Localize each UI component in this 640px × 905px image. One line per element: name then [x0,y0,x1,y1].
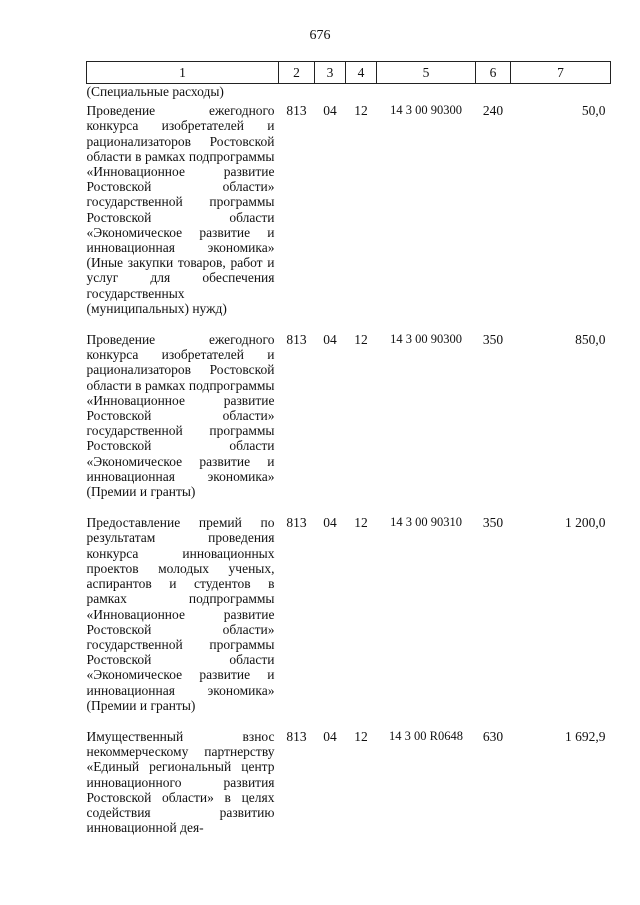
row-target-code: 14 3 00 90300 [390,332,462,347]
row-subsection-code: 12 [354,332,368,348]
row-description: Проведение ежегодного конкурса изобретателей и рационализаторов Ростовской области в рамках подпрограммы «Инновационное развитие Ростовской области» государственной программы Ростовской области «Экономическое развитие и инновационная экономика» (Премии и гранты) [86,332,275,500]
column-header-7: 7 [511,62,611,84]
column-header-4: 4 [346,62,377,84]
row-target-code: 14 3 00 90310 [390,515,462,530]
row-expense-type: 350 [482,332,504,348]
column-header-3: 3 [315,62,346,84]
row-amount: 1 692,9 [565,728,606,744]
row-amount: 1 200,0 [565,515,606,531]
row-ministry-code: 813 [286,332,307,348]
row-subsection-code: 12 [354,728,368,744]
row-section-code: 04 [323,103,337,119]
budget-table [86,61,611,851]
row-expense-type: 240 [482,103,504,119]
column-header-6: 6 [476,62,511,84]
column-header-1: 1 [87,62,279,84]
row-amount: 50,0 [581,103,606,119]
row-target-code: 14 3 00 R0648 [389,728,463,743]
row-expense-type: 630 [482,728,504,744]
row-description: Имущественный взнос некоммерческому партнерству «Единый региональный центр инновационного развития Ростовской области» в целях содействия развитию инновационной дея- [86,728,275,836]
column-header-2: 2 [279,62,315,84]
row-amount: 850,0 [575,332,606,348]
row-description: Предоставление премий по результатам проведения конкурса инновационных проектов молодых ученых, аспирантов и студентов в рамках подпрограммы «Инновационное развитие Ростовской области» государственной программы Ростовской области «Экономическое развитие и инновационная экономика» (Премии и гранты) [86,515,275,713]
table-row [87,515,611,729]
table-row [87,332,611,515]
row-ministry-code: 813 [286,515,307,531]
row-ministry-code: 813 [286,728,307,744]
page-number: 676 [309,28,331,43]
column-header-5: 5 [377,62,476,84]
row-section-code: 04 [323,332,337,348]
table-row [87,729,611,851]
row-expense-type: 350 [482,515,504,531]
continuation-text: (Специальные расходы) [86,84,224,99]
row-section-code: 04 [323,515,337,531]
continuation-row [87,84,611,104]
row-section-code: 04 [323,728,337,744]
row-target-code: 14 3 00 90300 [390,103,462,118]
row-description: Проведение ежегодного конкурса изобретателей и рационализаторов Ростовской области в рамках подпрограммы «Инновационное развитие Ростовской области» государственной программы Ростовской области «Экономическое развитие и инновационная экономика» (Иные закупки товаров, работ и услуг для обеспечения государственных (муниципальных) нужд) [86,103,275,316]
row-subsection-code: 12 [354,103,368,119]
table-header-row [87,62,611,84]
row-subsection-code: 12 [354,515,368,531]
table-row [87,103,611,332]
row-ministry-code: 813 [286,103,307,119]
